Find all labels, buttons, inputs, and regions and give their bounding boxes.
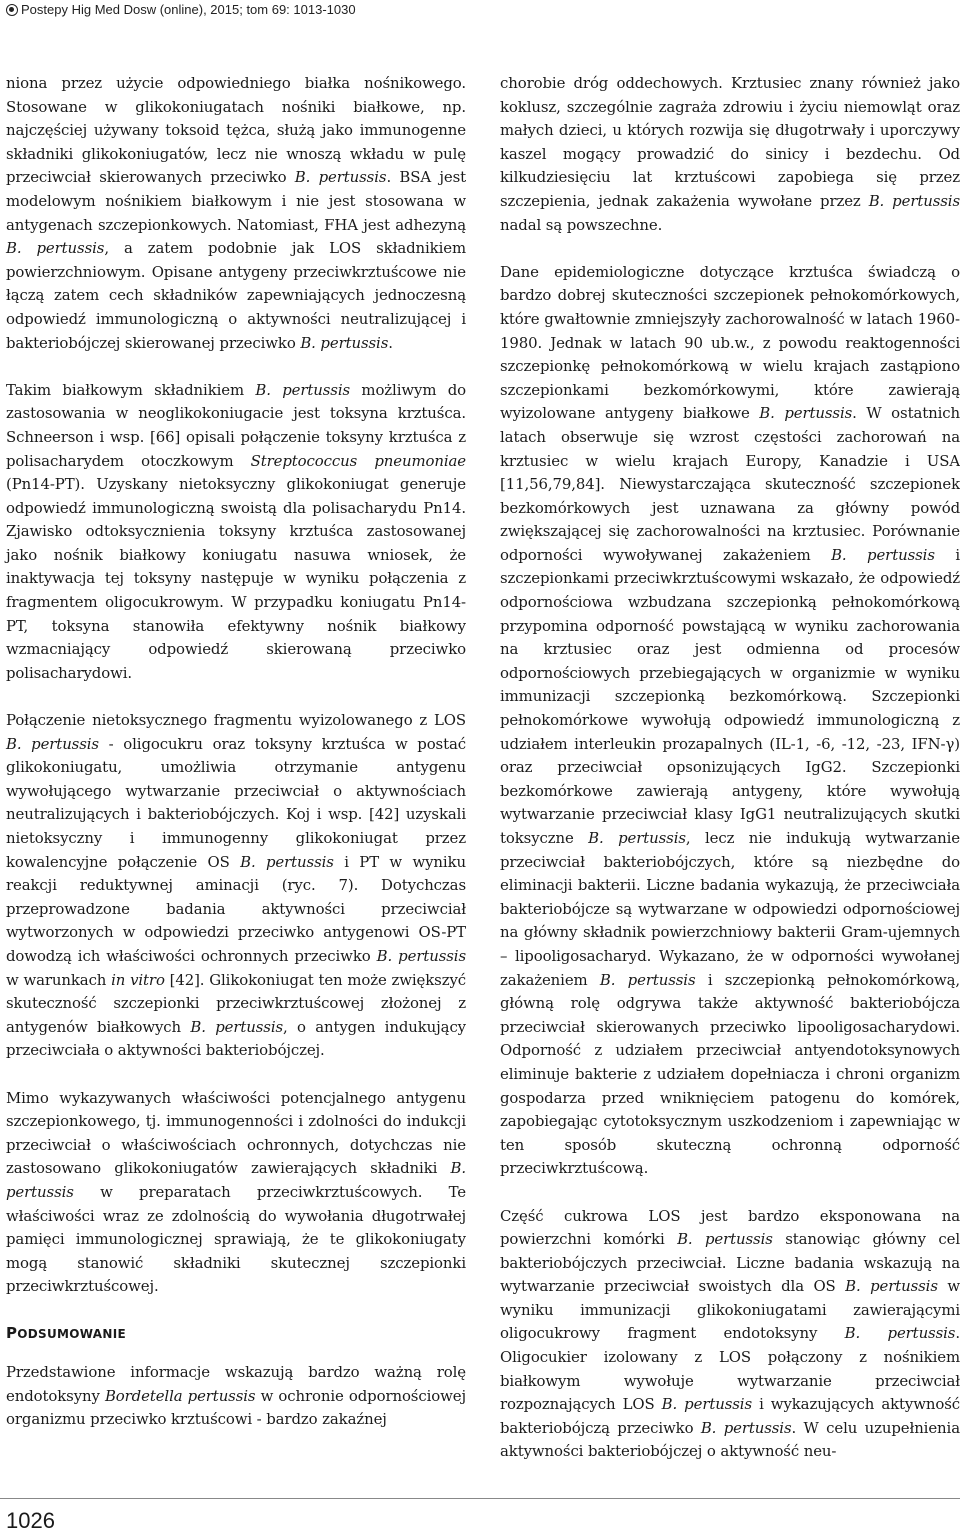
right-column (500, 72, 960, 1464)
paragraph: Połączenie nietoksycznego fragmentu wyizolowanego z LOS B. pertussis - oligocukru oraz toksyny krztuśca w postać glikokoniugatu, umożliwia otrzymanie antygenu wywołującego wytwarzanie przeciwciał o aktywnościach neutralizujących i bakteriobójczych. Koj i wsp. [42] uzyskali nietoksyczny i immunogenny glikokoniugat przez kowalencyjne połączenie OS B. pertussis i PT w wyniku reakcji reduktywnej aminacji (ryc. 7). Dotychczas przeprowadzone badania aktywności przeciwciał wytworzonych w odpowiedzi przeciwko antygenowi OS-PT dowodzą ich właściwości ochronnych przeciwko B. pertussis w warunkach in vitro [42]. Glikokoniugat ten może zwiększyć skuteczność szczepionki przeciwkrztuścowej złożonej z antygenów białkowych B. pertussis, o antygen indukujący przeciwciała o aktywności bakteriobójczej. (6, 711, 467, 1060)
paragraph: Dane epidemiologiczne dotyczące krztuśca świadczą o bardzo dobrej skuteczności szczepionek pełnokomórkowych, które gwałtownie zmniejszyły zachorowalność w latach 1960-1980. Jednak w latach 90 ub.w., z powodu reaktogenności szczepionkę pełnokomórkową w wielu krajach zastąpiono szczepionkami bezkomórkowymi, które zawierają wyizolowane antygeny białkowe B. pertussis. W ostatnich latach obserwuje się wzrost częstości zachorowań na krztusiec w wielu krajach Europy, Kanadzie i USA [11,56,79,84]. Niewystarczająca skuteczność szczepionek bezkomórkowych jest uznawana za główny powód zwiększającej się zachorowalności na krztusiec. Porównanie odporności wywoływanej zakażeniem B. pertussis i szczepionkami przeciwkrztuścowymi wskazało, że odpowiedź odpornościowa wzbudzana szczepionką pełnokomórkową przypomina odporność powstającą w wyniku zachorowania na krztusiec oraz jest odmienna od procesów odpornościowych przebiegających w organizmie w wyniku immunizacji szczepionką bezkomórkową. Szczepionki pełnokomórkowe wywołują odpowiedź immunologiczną z udziałem interleukin prozapalnych (IL-1, -6, -12, -23, IFN-γ) oraz przeciwciał opsonizujących IgG2. Szczepionki bezkomórkowe zawierają antygeny, które wywołują wytwarzanie przeciwciał klasy IgG1 neutralizujących skutki toksyczne B. pertussis, lecz nie indukują wytwarzanie przeciwciał bakteriobójczych, które są niezbędne do eliminacji bakterii. Liczne badania wykazują, że przeciwciała bakteriobójcze są wytwarzane w odpowiedzi odpornościowej na główny składnik powierzchniowy bakterii Gram-ujemnych – lipooligosacharyd. Wykazano, że w odporności wywołanej zakażeniem B. pertussis i szczepionką pełnokomórkową, główną rolę odgrywa także aktywność bakteriobójcza przeciwciał skierowanych przeciwko lipooligosacharydowi. Odporność z udziałem przeciwciał antyendotoksynowych eliminuje bakterie z udziałem dopełniacza i chroni organizm gospodarza przed wniknięciem patogenu do komórek, zapobiegając cytotoksycznym uszkodzeniom i zapewniając w ten sposób skuteczną ochronną odporność przeciwkrztuścową. (500, 262, 960, 1178)
paragraph: niona przez użycie odpowiedniego białka nośnikowego. Stosowane w glikokoniugatach nośniki białkowe, np. najczęściej używany toksoid tężca, służą jako immunogenne składniki glikokoniugatów, lecz nie wnoszą wkładu w pulę przeciwciał skierowanych przeciwko B. pertussis. BSA jest modelowym nośnikiem białkowym i nie jest stosowana w antygenach szczepionkowych. Natomiast, FHA jest adhezyną B. pertussis, a zatem podobnie jak LOS składnikiem powierzchniowym. Opisane antygeny przeciwkrztuścowe nie łączą zatem cech składników zapewniających jednoczesną odpowiedź immunologiczną o aktywności neutralizującej i bakteriobójczej skierowanej przeciwko B. pertussis. (6, 74, 466, 352)
paragraph: chorobie dróg oddechowych. Krztusiec znany również jako koklusz, szczególnie zagraża zdrowiu i życiu niemowląt oraz małych dzieci, u których rozwija się długotrwały i uporczywy kaszel mogący prowadzić do sinicy i bezdechu. Od kilkudziesięciu lat krztuścowi zapobiega się przez szczepienia, jednak zakażenia wywołane przez B. pertussis nadal są powszechne. (500, 74, 960, 234)
running-head-text: Postepy Hig Med Dosw (online), 2015; tom 69: 1013-1030 (21, 2, 356, 17)
paragraph: Mimo wykazywanych właściwości potencjalnego antygenu szczepionkowego, tj. immunogenności i zdolności do indukcji przeciwciał o właściwościach ochronnych, dotychczas nie zastosowano glikokoniugatów zawierających składniki B. pertussis w preparatach przeciwkrztuścowych. Te właściwości wraz ze zdolnością do wywołania długotrwałej pamięci immunologicznej sprawiają, że te glikokoniugaty mogą stanowić składniki skutecznej szczepionki przeciwkrztuścowej. (6, 1088, 466, 1296)
running-head (6, 2, 356, 17)
footer-divider (0, 1498, 960, 1499)
paragraph: Przedstawione informacje wskazują bardzo ważną rolę endotoksyny Bordetella pertussis w ochronie odpornościowej organizmu przeciwko krztuścowi - bardzo zakaźnej (6, 1363, 466, 1429)
section-heading: PODSUMOWANIE (6, 1324, 126, 1343)
page-number: 1026 (6, 1508, 55, 1533)
paragraph: Takim białkowym składnikiem B. pertussis możliwym do zastosowania w neoglikokoniugacie jest toksyna krztuśca. Schneerson i wsp. [66] opisali połączenie toksyny krztuśca z polisacharydem otoczkowym Streptococcus pneumoniae (Pn14-PT). Uzyskany nietoksyczny glikokoniugat generuje odpowiedź immunologiczną swoistą dla polisacharydu Pn14. Zjawisko odtoksycznienia toksyny krztuśca zastosowanej jako nośnik białkowy koniugatu nasuwa wniosek, że inaktywacja tej toksyny następuje w wyniku połączenia z fragmentem oligocukrowym. W przypadku koniugatu Pn14-PT, toksyna stanowiła efektywny nośnik białkowy wzmacniający odpowiedź skierowaną przeciwko polisacharydowi. (6, 380, 467, 682)
left-column (6, 72, 466, 1432)
creative-commons-icon (6, 4, 18, 16)
paragraph: Część cukrowa LOS jest bardzo eksponowana na powierzchni komórki B. pertussis stanowiąc główny cel bakteriobójczych przeciwciał. Liczne badania wskazują na wytwarzanie przeciwciał swoistych dla OS B. pertussis w wyniku immunizacji glikokoniugatami zawierającymi oligocukrowy fragment endotoksyny B. pertussis. Oligocukier izolowany z LOS połączony z nośnikiem białkowym wywołuje wytwarzanie przeciwciał rozpoznających LOS B. pertussis i wykazujących aktywność bakteriobójczą przeciwko B. pertussis. W celu uzupełnienia aktywności bakteriobójczej o aktywność neu- (500, 1206, 960, 1461)
